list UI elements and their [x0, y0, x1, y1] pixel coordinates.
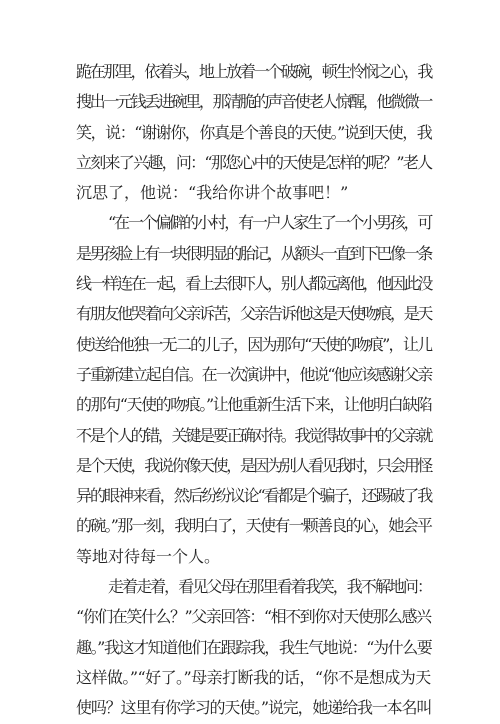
text-line: 的那句“天使的吻痕。”让他重新生活下来，让他明白缺陷 [76, 395, 432, 415]
text-line: 搜出一元钱丢进碗里，那清脆的声音使老人惊醒，他微微一 [76, 92, 432, 112]
text-line: 趣。”我这才知道他们在跟踪我，我生气地说：“为什么要 [76, 637, 432, 657]
body-text [76, 57, 431, 724]
text-line: 是个天使，我说你像天使，是因为别人看见我时，只会用怪 [76, 455, 432, 475]
text-line: 这样做。”“好了。”母亲打断我的话，“你不是想成为天 [76, 667, 431, 687]
text-line: 使吗？这里有你学习的天使。”说完，她递给我一本名叫 [76, 698, 432, 718]
text-line: 子重新建立起自信。在一次演讲中，他说“他应该感谢父亲 [76, 364, 432, 384]
text-line: 使送给他独一无二的儿子，因为那句“天使的吻痕”，让儿 [76, 334, 432, 354]
text-line: 不是个人的错，关键是要正确对待。我觉得故事中的父亲就 [76, 425, 432, 445]
text-line: 笑，说：“谢谢你，你真是个善良的天使。”说到天使，我 [76, 122, 432, 142]
paragraph [76, 57, 431, 208]
text-line: 线一样连在一起，看上去很吓人，别人都远离他，他因此没 [76, 274, 432, 294]
paragraph [76, 572, 431, 723]
text-line: “你们在笑什么？”父亲回答：“相不到你对天使那么感兴 [76, 607, 431, 627]
text-line: “在一个偏僻的小村，有一户人家生了一个小男孩，可 [108, 213, 432, 233]
text-line: 的碗。”那一刻，我明白了，天使有一颗善良的心，她会平 [76, 516, 432, 536]
text-line: 异的眼神来看，然后纷纷议论“看都是个骗子，还踢破了我 [76, 486, 432, 506]
text-line: 走着走着，看见父母在那里看着我笑，我不解地问： [108, 577, 431, 597]
text-line: 跪在那里，依着头，地上放着一个破碗，顿生怜悯之心，我 [76, 62, 432, 81]
paragraph [76, 208, 431, 572]
text-line: 等地对待每一个人。 [76, 546, 221, 566]
text-line: 有朋友他哭着向父亲诉苦，父亲告诉他这是天使吻痕，是天 [76, 304, 432, 324]
text-line: 是男孩脸上有一块很明显的胎记，从额头一直到下巴像一条 [76, 243, 432, 263]
text-line: 沉思了，他说：“我给你讲个故事吧！” [76, 183, 349, 203]
text-line: 立刻来了兴趣，问：“那您心中的天使是怎样的呢？”老人 [76, 152, 432, 172]
